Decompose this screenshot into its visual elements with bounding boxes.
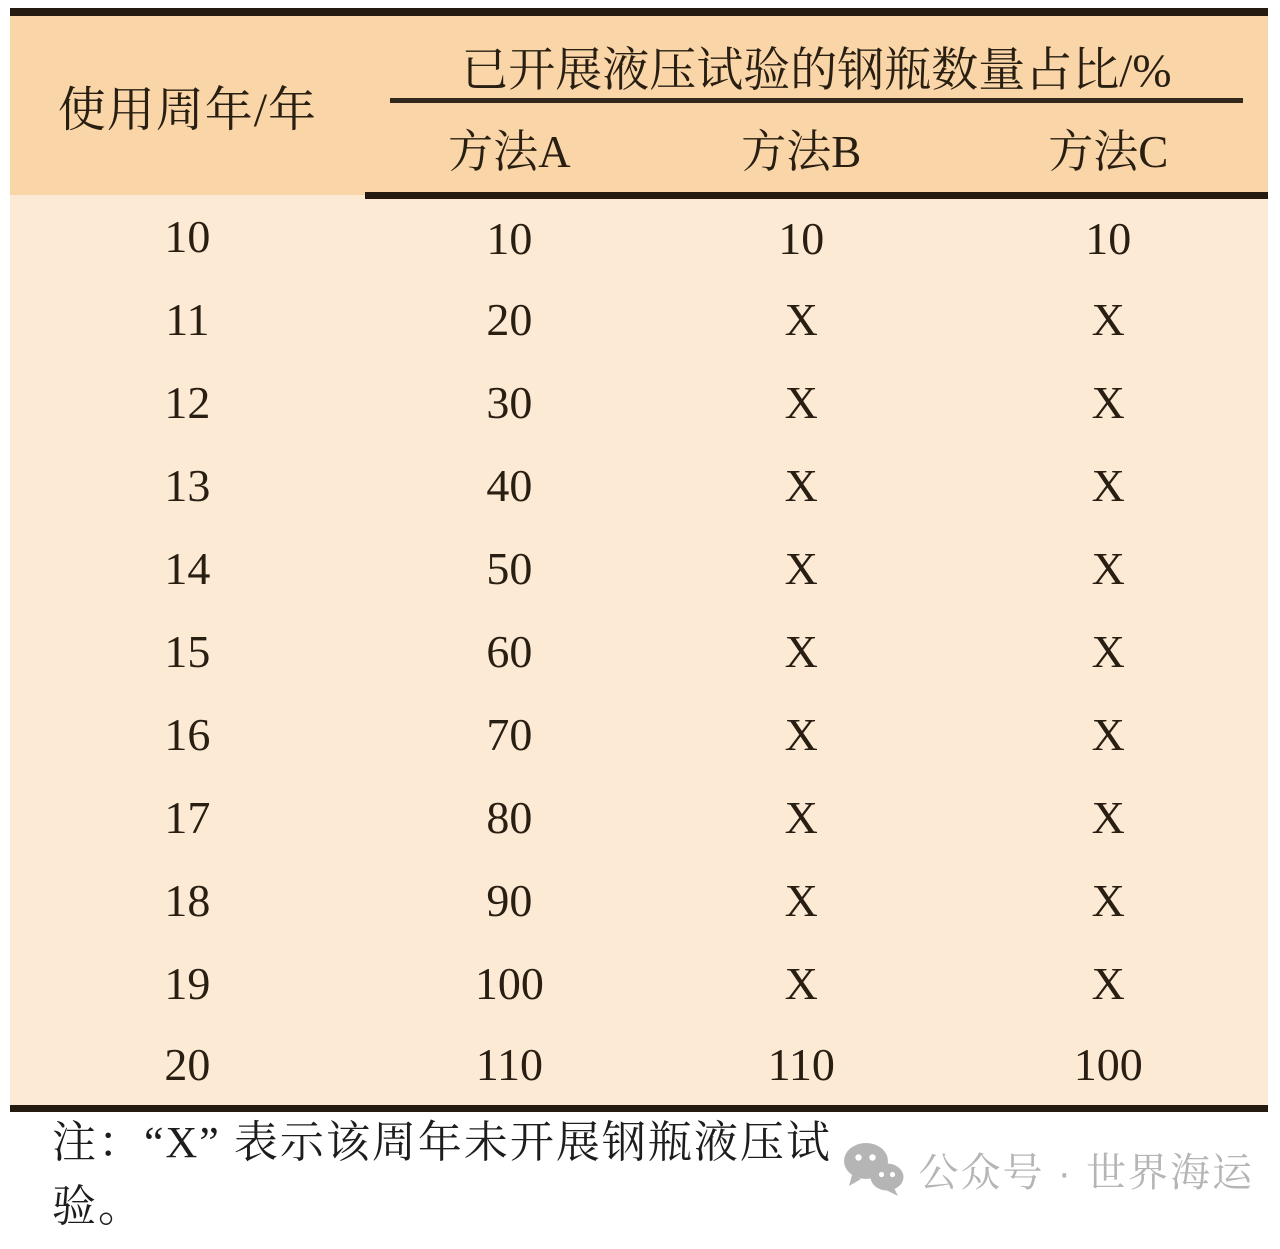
table-row bbox=[10, 610, 1268, 693]
method-c-header: 方法C bbox=[948, 103, 1268, 195]
method-c-cell: X bbox=[948, 859, 1268, 942]
method-b-cell: X bbox=[654, 361, 948, 444]
year-cell: 12 bbox=[10, 361, 365, 444]
method-a-cell: 20 bbox=[365, 278, 654, 361]
method-b-cell: X bbox=[654, 942, 948, 1025]
hydraulic-test-table bbox=[10, 8, 1268, 1112]
year-cell: 14 bbox=[10, 527, 365, 610]
table-row bbox=[10, 776, 1268, 859]
method-c-cell: X bbox=[948, 444, 1268, 527]
year-cell: 16 bbox=[10, 693, 365, 776]
method-c-cell: X bbox=[948, 693, 1268, 776]
table-row bbox=[10, 693, 1268, 776]
method-c-cell: X bbox=[948, 610, 1268, 693]
group-column-header: 已开展液压试验的钢瓶数量占比/% bbox=[365, 12, 1268, 103]
method-b-cell: X bbox=[654, 610, 948, 693]
year-cell: 19 bbox=[10, 942, 365, 1025]
method-c-cell: X bbox=[948, 942, 1268, 1025]
year-cell: 10 bbox=[10, 195, 365, 278]
year-column-header: 使用周年/年 bbox=[10, 12, 365, 195]
method-a-cell: 110 bbox=[365, 1025, 654, 1108]
method-a-cell: 100 bbox=[365, 942, 654, 1025]
year-cell: 20 bbox=[10, 1025, 365, 1108]
method-a-cell: 90 bbox=[365, 859, 654, 942]
table-row bbox=[10, 859, 1268, 942]
watermark-text: 公众号 · 世界海运 bbox=[918, 1151, 1254, 1195]
year-cell: 11 bbox=[10, 278, 365, 361]
method-a-cell: 80 bbox=[365, 776, 654, 859]
method-b-cell: X bbox=[654, 776, 948, 859]
method-a-cell: 40 bbox=[365, 444, 654, 527]
method-a-cell: 30 bbox=[365, 361, 654, 444]
method-c-cell: 10 bbox=[948, 195, 1268, 278]
table-body bbox=[10, 195, 1268, 1108]
table-row bbox=[10, 942, 1268, 1025]
method-a-cell: 70 bbox=[365, 693, 654, 776]
group-header-row bbox=[10, 12, 1268, 103]
page bbox=[0, 8, 1280, 1249]
table-row bbox=[10, 195, 1268, 278]
method-a-cell: 10 bbox=[365, 195, 654, 278]
method-b-cell: X bbox=[654, 527, 948, 610]
year-cell: 17 bbox=[10, 776, 365, 859]
table-row bbox=[10, 527, 1268, 610]
method-c-cell: X bbox=[948, 361, 1268, 444]
method-a-cell: 50 bbox=[365, 527, 654, 610]
year-cell: 18 bbox=[10, 859, 365, 942]
method-a-header: 方法A bbox=[365, 103, 654, 195]
year-cell: 13 bbox=[10, 444, 365, 527]
note-text: 注：“X” 表示该周年未开展钢瓶液压试验。 bbox=[52, 1117, 832, 1231]
method-c-cell: X bbox=[948, 278, 1268, 361]
method-b-header: 方法B bbox=[654, 103, 948, 195]
table-row bbox=[10, 444, 1268, 527]
table-row bbox=[10, 1025, 1268, 1108]
method-b-cell: 110 bbox=[654, 1025, 948, 1108]
method-c-cell: 100 bbox=[948, 1025, 1268, 1108]
table-row bbox=[10, 361, 1268, 444]
method-b-cell: X bbox=[654, 693, 948, 776]
table-row bbox=[10, 278, 1268, 361]
method-a-cell: 60 bbox=[365, 610, 654, 693]
footer bbox=[0, 1112, 1280, 1231]
wechat-icon bbox=[842, 1142, 904, 1198]
method-b-cell: X bbox=[654, 859, 948, 942]
year-cell: 15 bbox=[10, 610, 365, 693]
method-b-cell: 10 bbox=[654, 195, 948, 278]
method-c-cell: X bbox=[948, 527, 1268, 610]
method-b-cell: X bbox=[654, 278, 948, 361]
method-b-cell: X bbox=[654, 444, 948, 527]
table-header bbox=[10, 12, 1268, 195]
method-c-cell: X bbox=[948, 776, 1268, 859]
wechat-watermark bbox=[842, 1141, 1254, 1198]
